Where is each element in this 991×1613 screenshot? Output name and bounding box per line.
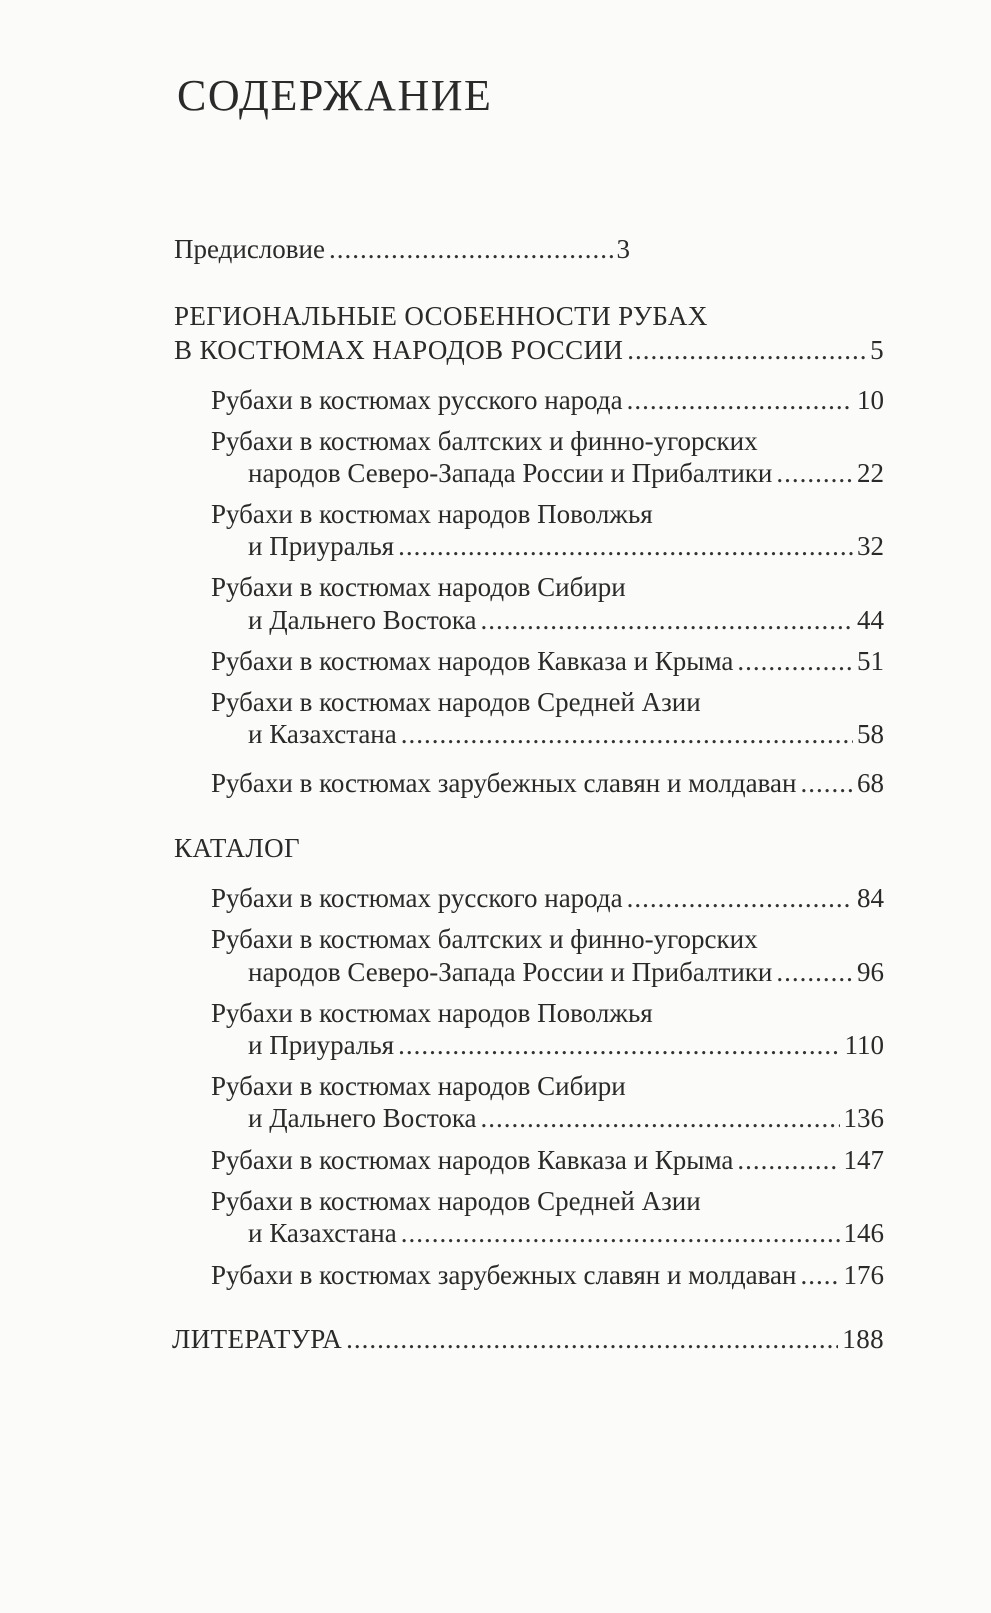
toc-entry-line1[interactable]: Рубахи в костюмах народов Средней Азии [211, 687, 701, 717]
toc-entry[interactable] [248, 457, 884, 490]
toc-entry-line1[interactable]: Рубахи в костюмах народов Средней Азии [211, 1186, 701, 1216]
toc-entry-label: и Дальнего Востока [248, 605, 477, 635]
toc-entry-line1[interactable]: Рубахи в костюмах народов Сибири [211, 572, 626, 602]
toc-entry-label: и Казахстана [248, 1218, 397, 1248]
toc-page-number: 136 [843, 1103, 884, 1133]
toc-page-number: 32 [857, 531, 884, 561]
toc-entry[interactable] [248, 1102, 884, 1135]
toc-entry-label: Рубахи в костюмах русского народа [211, 883, 623, 913]
dot-leader [800, 1259, 839, 1292]
toc-entry[interactable] [248, 530, 884, 563]
toc-entry-label: и Казахстана [248, 719, 397, 749]
dot-leader [800, 767, 853, 800]
dot-leader [737, 1144, 839, 1177]
dot-leader [627, 334, 866, 367]
toc-entry[interactable] [211, 882, 884, 915]
toc-entry[interactable] [211, 384, 884, 417]
toc-entry-line1[interactable]: Рубахи в костюмах народов Сибири [211, 1071, 626, 1101]
section-heading-regional-line2[interactable] [174, 334, 884, 367]
toc-page-number: 51 [857, 646, 884, 676]
toc-entry[interactable] [248, 718, 884, 751]
toc-entry-label: Рубахи в костюмах народов Кавказа и Крыма [211, 646, 734, 676]
toc-entry-line1[interactable]: Рубахи в костюмах балтских и финно-угорских [211, 924, 758, 954]
toc-entry-label: и Приуралья [248, 531, 395, 561]
toc-entry[interactable] [248, 956, 884, 989]
toc-entry-label: народов Северо-Запада России и Прибалтики [248, 458, 773, 488]
dot-leader [627, 384, 853, 417]
toc-entry-label: Рубахи в костюмах народов Кавказа и Крыма [211, 1145, 734, 1175]
toc-page-number: 188 [842, 1324, 884, 1354]
toc-entry-label: Предисловие [174, 234, 325, 264]
toc-page-number: 58 [857, 719, 884, 749]
toc-entry-label: народов Северо-Запада России и Прибалтики [248, 957, 773, 987]
toc-entry[interactable] [211, 1144, 884, 1177]
dot-leader [481, 604, 853, 637]
toc-entry[interactable] [211, 1259, 884, 1292]
toc-page-number: 44 [857, 605, 884, 635]
toc-page-number: 5 [870, 335, 884, 365]
section-heading-catalog[interactable]: КАТАЛОГ [174, 833, 301, 863]
toc-page-number: 96 [857, 957, 884, 987]
dot-leader [401, 1217, 840, 1250]
dot-leader [737, 645, 853, 678]
toc-entry[interactable] [248, 1217, 884, 1250]
toc-entry[interactable] [248, 1029, 884, 1062]
toc-page-number: 110 [844, 1030, 884, 1060]
toc-entry-literature[interactable] [172, 1323, 884, 1356]
toc-entry-label: и Дальнего Востока [248, 1103, 477, 1133]
toc-entry[interactable] [211, 645, 884, 678]
dot-leader [627, 882, 853, 915]
toc-page-number: 68 [857, 768, 884, 798]
toc-entry-line1[interactable]: Рубахи в костюмах народов Поволжья [211, 998, 653, 1028]
toc-entry-label: Рубахи в костюмах зарубежных славян и молдаван [211, 1260, 797, 1290]
dot-leader [401, 718, 853, 751]
toc-entry-label: и Приуралья [248, 1030, 395, 1060]
dot-leader [346, 1323, 838, 1356]
dot-leader [398, 1029, 840, 1062]
toc-page-number: 10 [857, 385, 884, 415]
toc-entry-label: В КОСТЮМАХ НАРОДОВ РОССИИ [174, 335, 624, 365]
toc-entry-label: ЛИТЕРАТУРА [172, 1324, 343, 1354]
dot-leader [776, 956, 853, 989]
toc-page-number: 147 [843, 1145, 884, 1175]
toc-entry-label: Рубахи в костюмах зарубежных славян и молдаван [211, 768, 797, 798]
toc-page-number: 3 [616, 234, 630, 264]
toc-entry-label: Рубахи в костюмах русского народа [211, 385, 623, 415]
toc-entry[interactable] [211, 767, 884, 800]
section-heading-regional[interactable]: РЕГИОНАЛЬНЫЕ ОСОБЕННОСТИ РУБАХ [174, 301, 708, 331]
dot-leader [481, 1102, 840, 1135]
toc-page-number: 22 [857, 458, 884, 488]
page-title: СОДЕРЖАНИЕ [177, 71, 493, 120]
toc-entry-line1[interactable]: Рубахи в костюмах народов Поволжья [211, 499, 653, 529]
toc-entry[interactable] [248, 604, 884, 637]
toc-entry-line1[interactable]: Рубахи в костюмах балтских и финно-угорских [211, 426, 758, 456]
toc-page-number: 176 [843, 1260, 884, 1290]
dot-leader [398, 530, 853, 563]
toc-page-number: 146 [843, 1218, 884, 1248]
toc-entry-preface[interactable] [174, 233, 630, 266]
dot-leader [329, 233, 613, 266]
toc-page-number: 84 [857, 883, 884, 913]
dot-leader [776, 457, 853, 490]
